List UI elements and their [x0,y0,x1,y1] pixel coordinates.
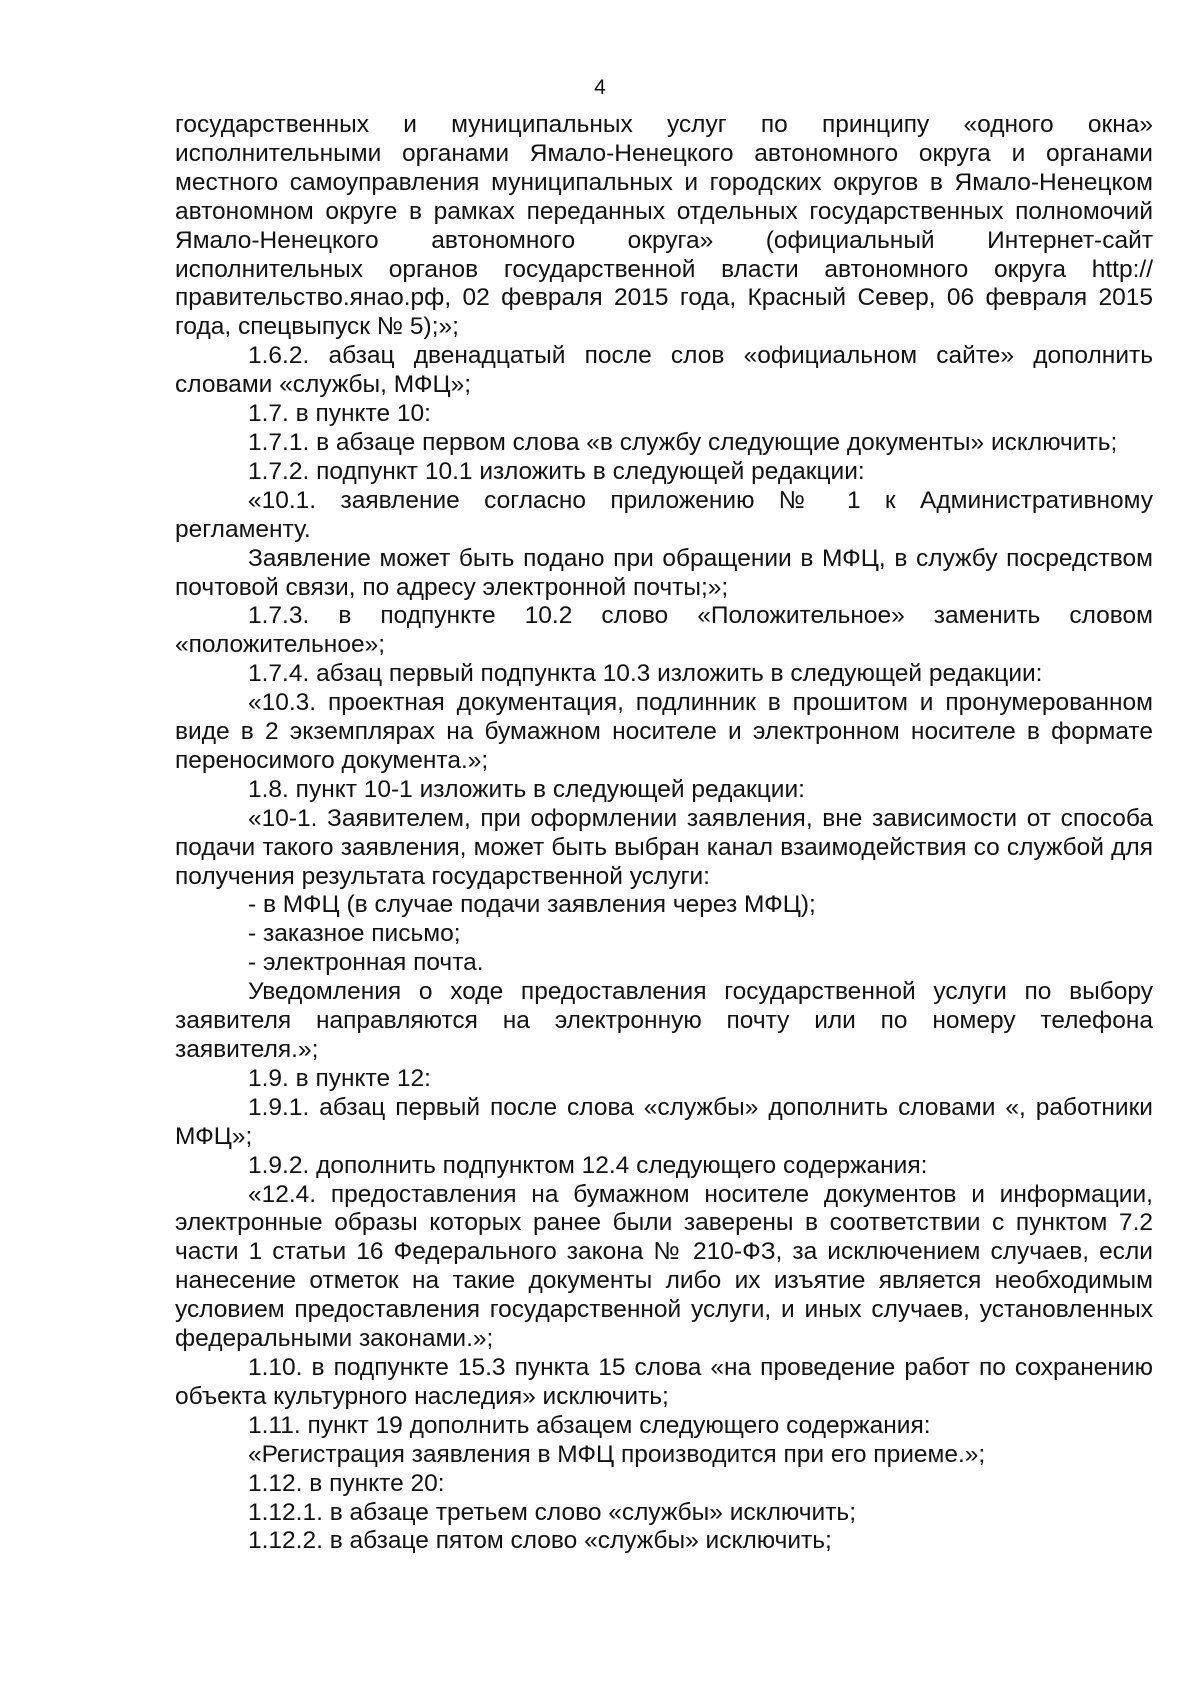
paragraph: 1.7. в пункте 10: [248,400,431,428]
paragraph: 1.12.2. в абзаце пятом слово «службы» исключить; [248,1527,832,1555]
paragraph: Заявление может быть подано при обращении в МФЦ, в службу посредством почтовой связи, по адресу электронной почты;»; [175,544,1153,601]
paragraph: 1.12. в пункте 20: [248,1469,445,1497]
paragraph: 1.10. в подпункте 15.3 пункта 15 слова «на проведение работ по сохранению объекта культурного наследия» исключить; [175,1353,1153,1410]
paragraph: - электронная почта. [248,949,484,977]
paragraph: «10.1. заявление согласно приложению № 1 к Административному регламенту. [175,486,1153,543]
paragraph: 1.7.2. подпункт 10.1 изложить в следующей редакции: [248,457,865,485]
paragraph: 1.6.2. абзац двенадцатый после слов «официальном сайте» дополнить словами «службы, МФЦ»; [175,342,1153,399]
document-body [175,111,1153,1556]
paragraph: Уведомления о ходе предоставления государственной услуги по выбору заявителя направляются на электронную почту или по номеру телефона заявителя.»; [175,978,1153,1063]
paragraph: 1.9. в пункте 12: [248,1064,431,1092]
paragraph: 1.8. пункт 10-1 изложить в следующей редакции: [248,775,805,803]
paragraph: 1.9.2. дополнить подпунктом 12.4 следующего содержания: [248,1151,928,1179]
page-number: 4 [594,76,606,99]
paragraph: государственных и муниципальных услуг по принципу «одного окна» исполнительными органами Ямало-Ненецкого автономного округа и органами местного самоуправления муниципальных и городских округов в Ямало-Ненецком автономном округе в рамках переданных отдельных государственных полномочий Ямало-Ненецкого автономного округа» (официальный Интернет-сайт исполнительных органов государственной власти автономного округа http://правительство.янао.рф, 02 февраля 2015 года, Красный Север, 06 февраля 2015 года, спецвыпуск № 5);»; [175,111,1153,341]
paragraph: 1.12.1. в абзаце третьем слово «службы» исключить; [248,1498,857,1526]
paragraph: «10.3. проектная документация, подлинник в прошитом и пронумерованном виде в 2 экземплярах на бумажном носителе и электронном носителе в формате переносимого документа.»; [175,689,1153,774]
paragraph: 1.7.4. абзац первый подпункта 10.3 изложить в следующей редакции: [248,660,1043,688]
paragraph: 1.7.3. в подпункте 10.2 слово «Положительное» заменить словом «положительное»; [175,602,1153,659]
paragraph: 1.7.1. в абзаце первом слова «в службу следующие документы» исключить; [248,428,1118,456]
paragraph: 1.11. пункт 19 дополнить абзацем следующего содержания: [248,1411,931,1439]
paragraph: - заказное письмо; [248,920,461,948]
paragraph: «12.4. предоставления на бумажном носителе документов и информации, электронные образы которых ранее были заверены в соответствии с пунктом 7.2 части 1 статьи 16 Федерального закона № 210-ФЗ, за исключением случаев, если нанесение отметок на такие документы либо их изъятие является необходимым условием предоставления государственной услуги, и иных случаев, установленных федеральными законами.»; [175,1180,1153,1353]
paragraph: - в МФЦ (в случае подачи заявления через МФЦ); [248,891,816,919]
paragraph: «10-1. Заявителем, при оформлении заявления, вне зависимости от способа подачи такого заявления, может быть выбран канал взаимодействия со службой для получения результата государственной услуги: [175,804,1153,890]
paragraph: 1.9.1. абзац первый после слова «службы» дополнить словами «, работники МФЦ»; [175,1093,1153,1150]
paragraph: «Регистрация заявления в МФЦ производится при его приеме.»; [248,1440,986,1468]
